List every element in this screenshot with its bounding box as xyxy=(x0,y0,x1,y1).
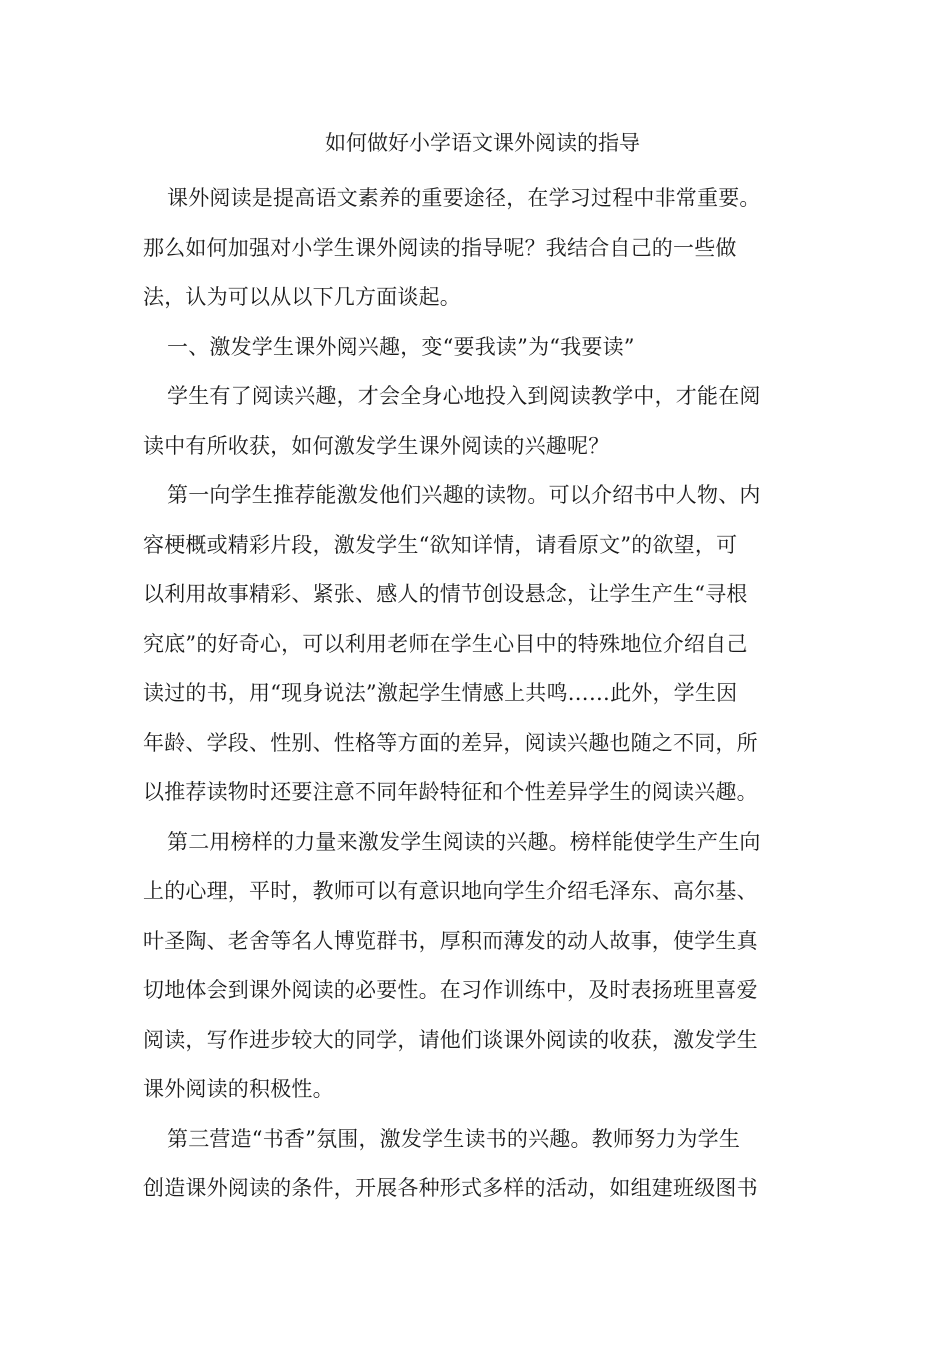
paragraph-intro xyxy=(143,174,761,323)
text-line: 课外阅读的积极性。 xyxy=(143,1077,334,1101)
text-line: 切地体会到课外阅读的必要性。在习作训练中，及时表扬班里喜爱 xyxy=(143,978,758,1002)
text-line: 第一向学生推荐能激发他们兴趣的读物。可以介绍书中人物、内 xyxy=(167,483,761,507)
paragraph-second-method xyxy=(143,818,761,1115)
text-line: 读过的书，用“现身说法”激起学生情感上共鸣……此外，学生因 xyxy=(143,681,738,705)
text-line: 阅读，写作进步较大的同学，请他们谈课外阅读的收获，激发学生 xyxy=(143,1027,758,1052)
paragraph-third-method xyxy=(143,1115,758,1214)
document-title: 如何做好小学语文课外阅读的指导 xyxy=(325,131,640,155)
text-line: 以推荐读物时还要注意不同年龄特征和个性差异学生的阅读兴趣。 xyxy=(143,780,758,804)
text-line: 以利用故事精彩、紧张、感人的情节创设悬念，让学生产生“寻根 xyxy=(143,582,748,606)
section-heading xyxy=(143,323,753,373)
text-line: 第三营造“书香”氛围，激发学生读书的兴趣。教师努力为学生 xyxy=(167,1126,741,1151)
text-line: 一、激发学生课外阅兴趣，变“要我读”为“我要读” xyxy=(167,334,635,359)
paragraph-first-method xyxy=(143,471,761,818)
paragraph-interest xyxy=(143,372,761,471)
text-line: 那么如何加强对小学生课外阅读的指导呢？我结合自己的一些做 xyxy=(143,235,737,260)
text-line: 学生有了阅读兴趣，才会全身心地投入到阅读教学中，才能在阅 xyxy=(167,384,761,408)
text-line: 究底”的好奇心，可以利用老师在学生心目中的特殊地位介绍自己 xyxy=(143,631,748,656)
text-line: 第二用榜样的力量来激发学生阅读的兴趣。榜样能使学生产生向 xyxy=(167,829,761,854)
document-body xyxy=(143,174,761,1214)
text-line: 课外阅读是提高语文素养的重要途径，在学习过程中非常重要。 xyxy=(167,186,761,210)
text-line: 上的心理，平时，教师可以有意识地向学生介绍毛泽东、高尔基、 xyxy=(143,879,758,903)
text-line: 容梗概或精彩片段，激发学生“欲知详情，请看原文”的欲望，可 xyxy=(143,532,738,557)
text-line: 读中有所收获，如何激发学生课外阅读的兴趣呢？ xyxy=(143,433,610,458)
text-line: 年龄、学段、性别、性格等方面的差异，阅读兴趣也随之不同，所 xyxy=(143,730,758,755)
text-line: 法，认为可以从以下几方面谈起。 xyxy=(143,285,461,309)
text-line: 叶圣陶、老舍等名人博览群书，厚积而薄发的动人故事，使学生真 xyxy=(143,928,758,953)
text-line: 创造课外阅读的条件，开展各种形式多样的活动，如组建班级图书 xyxy=(143,1176,758,1200)
